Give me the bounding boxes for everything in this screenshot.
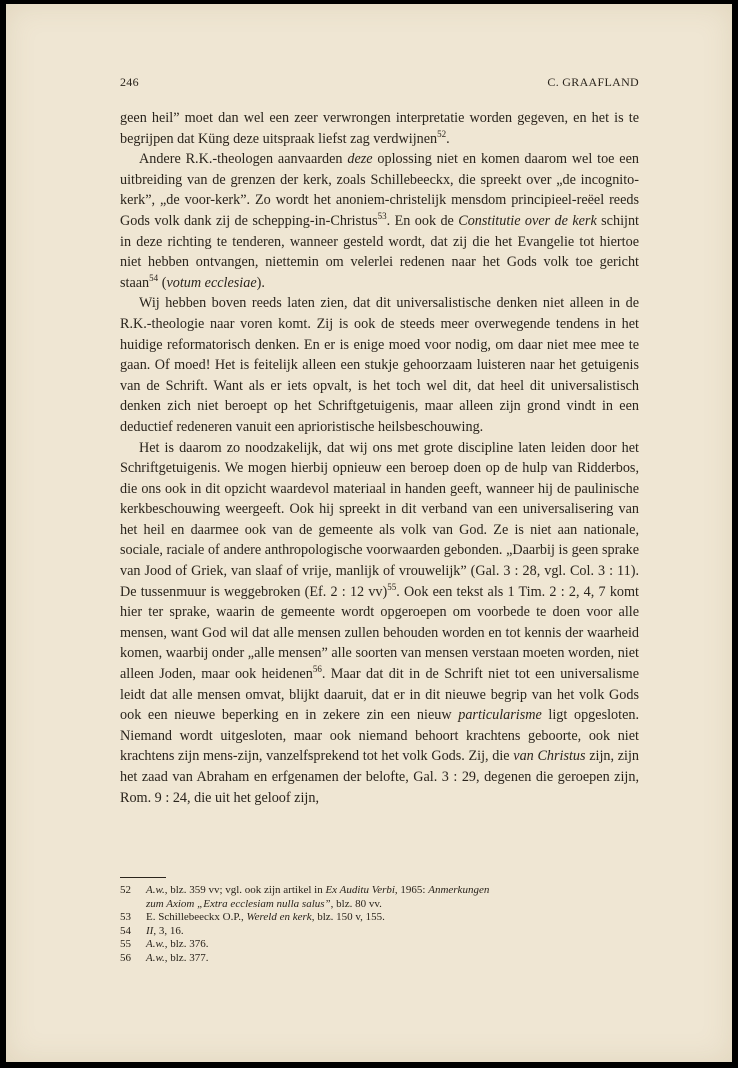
italic-text: A.w.: [146, 951, 165, 964]
italic-text: Ex Auditu Verbi: [325, 884, 395, 896]
running-head-author: C. GRAAFLAND: [547, 75, 639, 89]
footnote-line: [120, 925, 639, 939]
text-run: oplossing niet en komen daarom wel toe een uitbreiding van de grenzen der kerk, zoals Schillebeeckx, die spreekt over „de incognito-kerk”, „de voor-kerk”. Zo wordt het anoniem-christelijk mensdom principieel-reëel reeds Gods volk dank zij de schepping-in-Christus: [120, 151, 639, 229]
footnote-line: [120, 898, 639, 912]
paragraph: [120, 438, 639, 809]
main-text: [120, 108, 639, 808]
italic-text: A.w.: [146, 938, 165, 951]
footnote-ref: 55: [387, 581, 397, 592]
footnote-line: [120, 952, 639, 966]
text-run: ).: [256, 274, 265, 291]
footnote-text: [146, 911, 639, 925]
italic-text: zum Axiom „Extra ecclesiam nulla salus”: [146, 897, 331, 910]
footnote-text: [146, 938, 639, 952]
italic-text: deze: [347, 151, 373, 168]
text-run: Andere R.K.-theologen aanvaarden: [139, 151, 348, 168]
text-run: geen heil” moet dan wel een zeer verwrongen interpretatie worden gegeven, en het is te begrijpen dat Küng deze uitspraak liefst zag verdwijnen: [120, 110, 639, 147]
footnote-ref: 53: [377, 210, 387, 221]
text-run: . En ook de: [386, 212, 459, 229]
text-run: . Maar dat dit in de Schrift niet tot een universalisme leidt dat alle mensen omvat, blijkt daaruit, dat er in dit nieuwe begrip van het volk Gods ook een nieuwe beperking en in zekere zin een nieuw: [120, 666, 639, 724]
footnote-rule: [120, 877, 166, 878]
text-run: , blz. 80 vv.: [330, 897, 382, 910]
text-run: , blz. 377.: [164, 951, 209, 964]
footnote-number: 53: [120, 911, 131, 924]
italic-text: Wereld en kerk: [246, 911, 312, 924]
text-run: , blz. 376.: [164, 938, 209, 951]
footnotes: [120, 884, 639, 966]
footnote-ref: 54: [149, 272, 159, 283]
text-run: , 1965:: [394, 884, 429, 896]
italic-text: votum ecclesiae: [166, 274, 257, 291]
footnote-text: [146, 952, 639, 966]
italic-text: Anmerkungen: [428, 884, 490, 896]
text-run: , blz. 150 v, 155.: [311, 911, 385, 924]
footnote-line: [120, 938, 639, 952]
paragraph: [120, 293, 639, 437]
text-run: . Ook een tekst als 1 Tim. 2 : 2, 4, 7 komt hier ter sprake, waarin de gemeente wordt opgeroepen om voorbede te doen voor alle mensen, want God wil dat alle mensen zullen behouden worden en tot kennis der waarheid komen, waarbij onder „alle mensen” alle soorten van mensen verstaan moeten worden, niet alleen Joden, maar ook heidenen: [120, 583, 639, 683]
footnote-line: [120, 911, 639, 925]
page-number: 246: [120, 75, 139, 89]
footnote-number: 56: [120, 951, 131, 964]
italic-text: particularisme: [458, 707, 542, 724]
text-run: (: [158, 274, 167, 291]
text-run: ligt opgesloten. Niemand wordt uitgesloten, maar ook niemand behoort krachtens geboorte, ook niet krachtens zijn mens-zijn, vanzelfsprekend tot het volk Gods. Zij, die: [120, 707, 640, 765]
footnote-text: [146, 898, 639, 912]
footnote-number: 54: [120, 924, 131, 937]
footnote-number: 52: [120, 884, 131, 896]
paragraph: [120, 149, 639, 293]
footnote-ref: 52: [437, 128, 447, 139]
footnote-number: 55: [120, 938, 131, 951]
text-run: .: [446, 130, 450, 147]
text-run: schijnt in deze richting te tenderen, wanneer gesteld wordt, dat zij die het Evangelie tot hiertoe niet hebben ontvangen, niettemin om velerlei redenen naar het Gods volk toe gericht staan: [120, 212, 639, 291]
italic-text: II: [146, 924, 154, 937]
footnote-line: [120, 884, 639, 898]
footnote-text: [146, 884, 639, 898]
footnote-text: [146, 925, 639, 939]
text-run: Wij hebben boven reeds laten zien, dat dit universalistische denken niet alleen in de R.K.-theologie naar voren komt. Zij is ook de steeds meer overwegende tendens in het huidige reformatorisch denken. En er is enige moed voor nodig, om daar niet mee mee te gaan. Of moed! Het is feitelijk alleen een stukje gehoorzaam luisteren naar het getuigenis van de Schrift. Want als er iets opvalt, is het toch wel dit, dat heel dit universalistisch denken zich niet beroept op het Schriftgetuigenis, maar alleen zijn grond vindt in een deductief redeneren vanuit een aprioristische heilsbeschouwing.: [120, 295, 639, 435]
paragraph: [120, 108, 639, 149]
text-run: , 3, 16.: [153, 924, 184, 937]
italic-text: van Christus: [513, 748, 586, 765]
footnote-ref: 56: [312, 664, 322, 675]
italic-text: A.w.: [146, 884, 165, 896]
text-run: , blz. 359 vv; vgl. ook zijn artikel in: [164, 884, 326, 896]
text-run: Het is daarom zo noodzakelijk, dat wij ons met grote discipline laten leiden door het Schriftgetuigenis. We mogen hierbij opnieuw een beroep doen op de hulp van Ridderbos, die ons ook in dit opzicht waardevol materiaal in handen geeft, wanneer hij de paulinische kerkbeschouwing weergeeft. Ook hij spreekt in dit verband van een universalisering van het heil en daarmee ook van de gemeente als volk van God. Ze is niet aan nationale, sociale, raciale of andere anthropologische voorwaarden gebonden. „Daarbij is geen sprake van Jood of Griek, van slaaf of vrije, manlijk of vrouwelijk” (Gal. 3 : 28, vgl. Col. 3 : 11). De tussenmuur is weggebroken (Ef. 2 : 12 vv): [120, 439, 639, 600]
book-page: [6, 4, 732, 1062]
footnote-indent: [120, 898, 146, 912]
text-run: zijn, zijn het zaad van Abraham en erfgenamen der belofte, Gal. 3 : 29, degenen die geroepen zijn, Rom. 9 : 24, die uit het geloof zijn,: [120, 748, 639, 806]
italic-text: Constitutie over de kerk: [458, 212, 597, 229]
text-run: E. Schillebeeckx O.P.,: [146, 911, 247, 924]
